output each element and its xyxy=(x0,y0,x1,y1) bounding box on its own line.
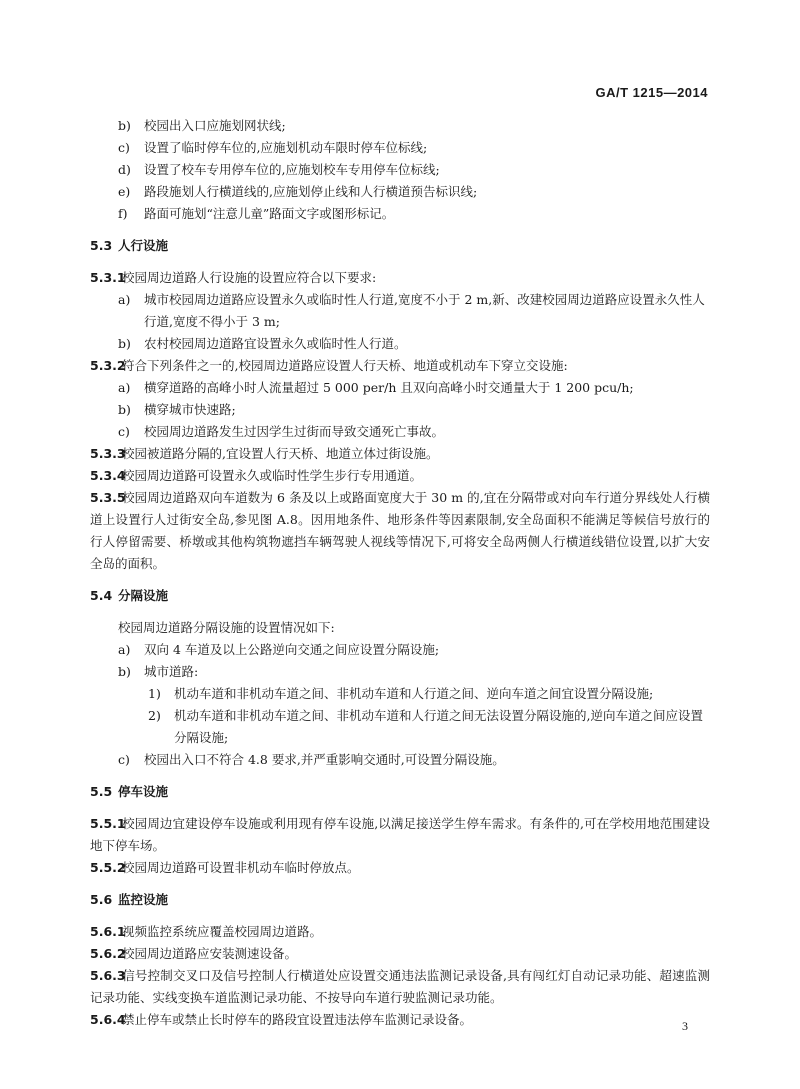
clause-5-3-4: 5.3.4校园周边道路可设置永久或临时性学生步行专用通道。 xyxy=(90,468,423,483)
sub-list-item: 1) 机动车道和非机动车道之间、非机动车道和人行道之间、逆向车道之间宜设置分隔设施; xyxy=(148,686,654,701)
intro-list xyxy=(90,115,710,225)
list-item: b) 校园出入口应施划网状线; xyxy=(118,118,286,133)
list-item: c) 校园周边道路发生过因学生过街而导致交通死亡事故。 xyxy=(118,424,445,439)
clause-5-5-2: 5.5.2校园周边道路可设置非机动车临时停放点。 xyxy=(90,860,360,875)
list-item: a) 横穿道路的高峰小时人流量超过 5 000 per/h 且双向高峰小时交通量大于 1 200 pcu/h; xyxy=(118,380,634,395)
section-heading-5-5: 5.5 停车设施 xyxy=(90,784,169,799)
clause-5-6-3: 5.6.3信号控制交叉口及信号控制人行横道处应设置交通违法监测记录设备,具有闯红灯自动记录功能、超速监测记录功能、实线变换车道监测记录功能、不按导向车道行驶监测记录功能。 xyxy=(90,968,710,1005)
list-item: c) 设置了临时停车位的,应施划机动车限时停车位标线; xyxy=(118,140,428,155)
section-heading-5-3: 5.3 人行设施 xyxy=(90,238,169,253)
list-item: b) 农村校园周边道路宜设置永久或临时性人行道。 xyxy=(118,336,407,351)
clause-5-3-2: 5.3.2符合下列条件之一的,校园周边道路应设置人行天桥、地道或机动车下穿立交设施: xyxy=(90,358,568,373)
clause-5-6-1: 5.6.1视频监控系统应覆盖校园周边道路。 xyxy=(90,924,323,939)
list-item: e) 路段施划人行横道线的,应施划停止线和人行横道预告标识线; xyxy=(118,184,478,199)
sub-list-item: 2) 机动车道和非机动车道之间、非机动车道和人行道之间无法设置分隔设施的,逆向车道之间应设置分隔设施; xyxy=(148,708,703,745)
section-heading-5-6: 5.6 监控设施 xyxy=(90,892,169,907)
list-item: b) 横穿城市快速路; xyxy=(118,402,236,417)
section-intro: 校园周边道路分隔设施的设置情况如下: xyxy=(118,620,335,635)
document-body xyxy=(90,115,710,1031)
clause-5-6-2: 5.6.2校园周边道路应安装测速设备。 xyxy=(90,946,298,961)
list-item: c) 校园出入口不符合 4.8 要求,并严重影响交通时,可设置分隔设施。 xyxy=(118,752,505,767)
clause-5-3-1: 5.3.1校园周边道路人行设施的设置应符合以下要求: xyxy=(90,270,377,285)
list-item: a) 双向 4 车道及以上公路逆向交通之间应设置分隔设施; xyxy=(118,642,440,657)
page-number: 3 xyxy=(682,1019,688,1033)
list-item: d) 设置了校车专用停车位的,应施划校车专用停车位标线; xyxy=(118,162,440,177)
list-item: b) 城市道路: xyxy=(118,664,199,679)
clause-5-5-1: 5.5.1校园周边宜建设停车设施或利用现有停车设施,以满足接送学生停车需求。有条件的,可在学校用地范围建设地下停车场。 xyxy=(90,816,710,853)
clause-5-6-4: 5.6.4禁止停车或禁止长时停车的路段宜设置违法停车监测记录设备。 xyxy=(90,1012,473,1027)
section-heading-5-4: 5.4 分隔设施 xyxy=(90,588,169,603)
list-item: a) 城市校园周边道路应设置永久或临时性人行道,宽度不小于 2 m,新、改建校园周边道路应设置永久性人行道,宽度不得小于 3 m; xyxy=(118,292,705,329)
clause-5-3-3: 5.3.3校园被道路分隔的,宜设置人行天桥、地道立体过街设施。 xyxy=(90,446,439,461)
standard-code: GA/T 1215—2014 xyxy=(595,85,708,100)
clause-5-3-5: 5.3.5校园周边道路双向车道数为 6 条及以上或路面宽度大于 30 m 的,宜在分隔带或对向车行道分界线处人行横道上设置行人过街安全岛,参见图 A.8。因用地条件、地形条件等因素限制,安全岛面积不能满足等候信号放行的行人停留需要、桥墩或其他构筑物遮挡车辆驾驶人视线等情况下,可将安全岛两侧人行横道线错位设置,以扩大安全岛的面积。 xyxy=(90,490,710,571)
list-item: f) 路面可施划“注意儿童”路面文字或图形标记。 xyxy=(118,206,395,221)
